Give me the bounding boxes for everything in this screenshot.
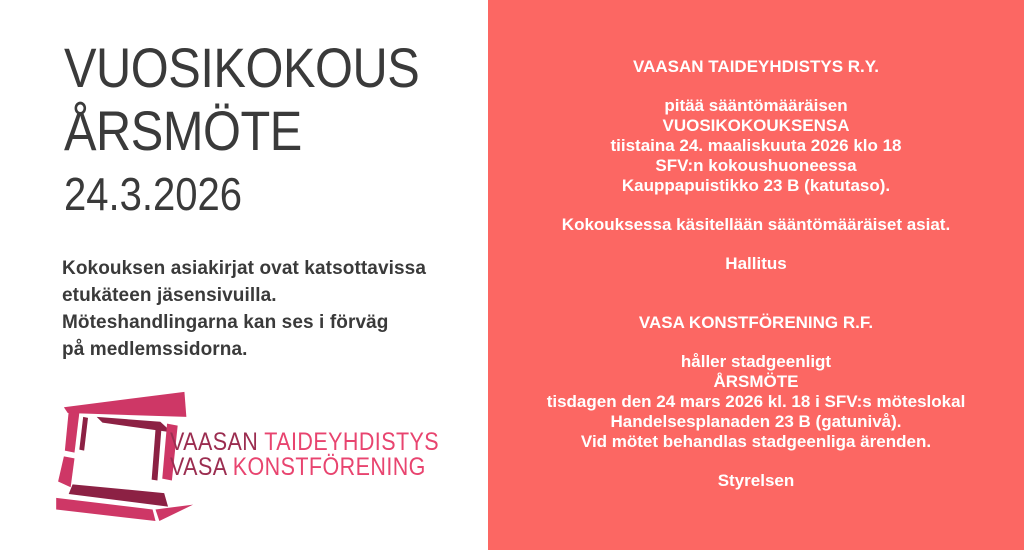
logo-word: VAASAN xyxy=(170,428,259,456)
page-title xyxy=(64,36,419,162)
detail-line: SFV:n kokoushuoneessa xyxy=(655,156,857,175)
finnish-meeting-details xyxy=(488,96,1024,196)
detail-line: Kauppapuistikko 23 B (katutaso). xyxy=(621,176,891,195)
detail-line: tiistaina 24. maaliskuuta 2026 klo 18 xyxy=(610,136,902,155)
detail-line: ÅRSMÖTE xyxy=(713,372,799,391)
announcement-panel xyxy=(488,0,1024,550)
logo-line-finnish xyxy=(170,430,439,455)
left-panel xyxy=(0,0,488,550)
finnish-agenda-note xyxy=(488,215,1024,235)
signature-text: Styrelsen xyxy=(717,471,795,490)
finnish-org-name xyxy=(488,57,1024,77)
info-line: Kokouksen asiakirjat ovat katsottavissa xyxy=(62,258,427,279)
detail-line: Handelsesplanaden 23 B (gatunivå). xyxy=(610,412,902,431)
org-name-text: VASA KONSTFÖRENING R.F. xyxy=(638,313,874,332)
detail-line: håller stadgeenligt xyxy=(680,352,832,371)
meeting-date: 24.3.2026 xyxy=(64,168,243,220)
documents-info-text xyxy=(62,255,426,363)
logo-line-swedish xyxy=(170,455,439,480)
org-name-text: VAASAN TAIDEYHDISTYS R.Y. xyxy=(633,57,879,76)
swedish-org-name xyxy=(488,313,1024,333)
logo-wordmark xyxy=(170,430,439,480)
logo-word: KONSTFÖRENING xyxy=(232,453,426,481)
detail-line: tisdagen den 24 mars 2026 kl. 18 i SFV:s möteslokal xyxy=(546,392,966,411)
detail-line: VUOSIKOKOUKSENSA xyxy=(662,116,850,135)
agenda-note-text: Kokouksessa käsitellään sääntömääräiset asiat. xyxy=(561,215,951,234)
info-line: etukäteen jäsensivuilla. xyxy=(62,285,277,306)
info-line: Möteshandlingarna kan ses i förväg xyxy=(62,312,389,333)
info-line: på medlemssidorna. xyxy=(62,339,248,360)
detail-line: Vid mötet behandlas stadgeenliga ärenden. xyxy=(580,432,932,451)
logo-word: TAIDEYHDISTYS xyxy=(264,428,440,456)
detail-line: pitää sääntömääräisen xyxy=(664,96,848,115)
title-line-finnish: VUOSIKOKOUS xyxy=(64,36,420,99)
logo-word: VASA xyxy=(170,453,227,481)
title-line-swedish: ÅRSMÖTE xyxy=(64,99,302,162)
finnish-signature xyxy=(488,254,1024,274)
swedish-signature xyxy=(488,471,1024,491)
swedish-meeting-details xyxy=(488,352,1024,452)
signature-text: Hallitus xyxy=(725,254,787,273)
